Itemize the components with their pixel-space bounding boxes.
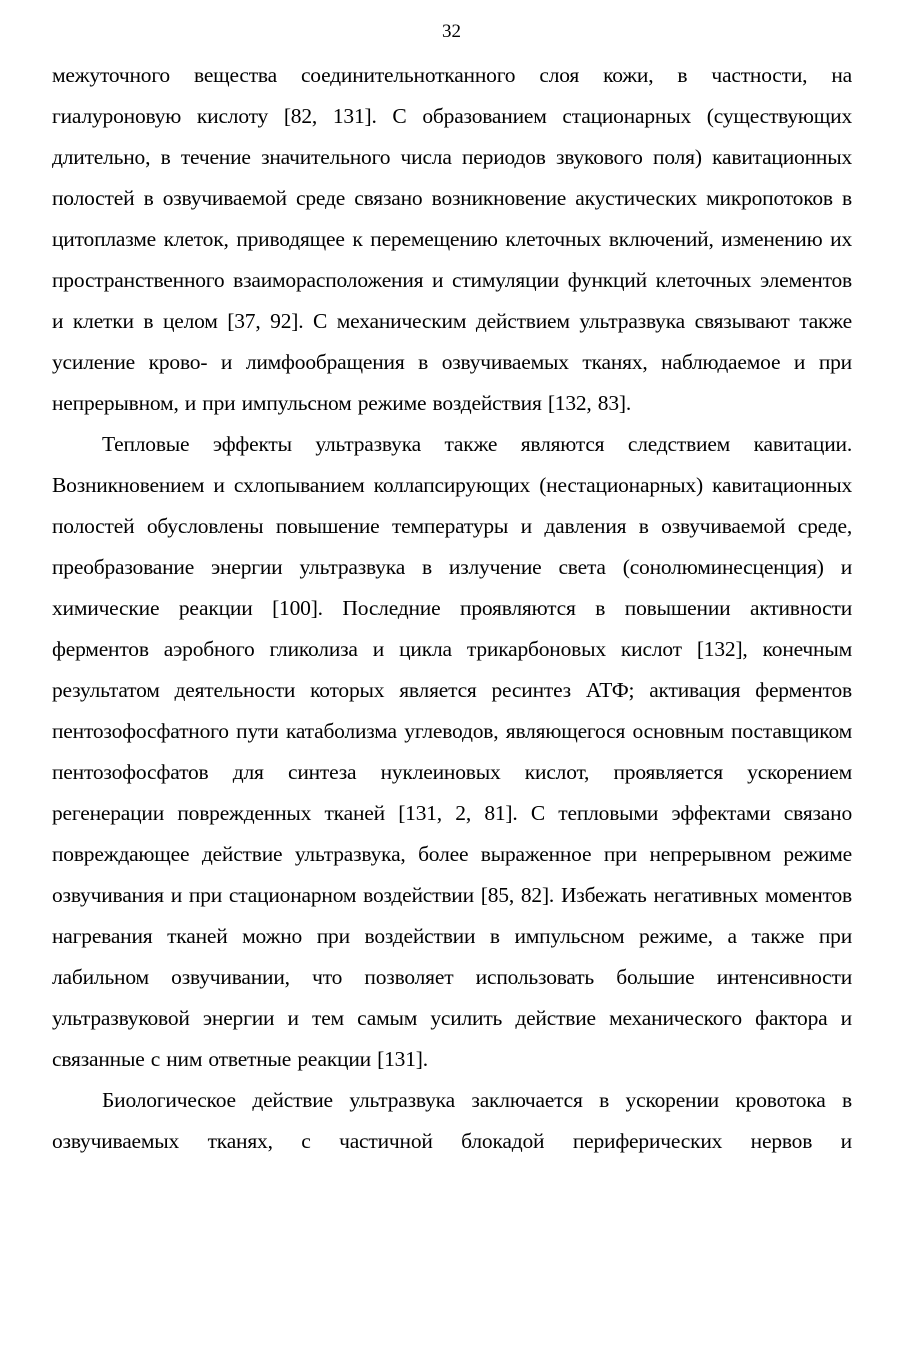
text-body <box>52 55 852 1162</box>
paragraph-thermal-effects: Тепловые эффекты ультразвука также являются следствием кавитации. Возникновением и схлопыванием коллапсирующих (нестационарных) кавитационных полостей обусловлены повышение температуры и давления в озвучиваемой среде, преобразование энергии ультразвука в излучение света (сонолюминесценция) и химические реакции [100]. Последние проявляются в повышении активности ферментов аэробного гликолиза и цикла трикарбоновых кислот [132], конечным результатом деятельности которых является ресинтез АТФ; активация ферментов пентозофосфатного пути катаболизма углеводов, являющегося основным поставщиком пентозофосфатов для синтеза нуклеиновых кислот, проявляется ускорением регенерации поврежденных тканей [131, 2, 81]. С тепловыми эффектами связано повреждающее действие ультразвука, более выраженное при непрерывном режиме озвучивания и при стационарном воздействии [85, 82]. Избежать негативных моментов нагревания тканей можно при воздействии в импульсном режиме, а также при лабильном озвучивании, что позволяет использовать большие интенсивности ультразвуковой энергии и тем самым усилить действие механического фактора и связанные с ним ответные реакции [131]. <box>52 432 852 1071</box>
paragraph-mechanical-effects: межуточного вещества соединительнотканного слоя кожи, в частности, на гиалуроновую кислоту [82, 131]. С образованием стационарных (существующих длительно, в течение значительного числа периодов звукового поля) кавитационных полостей в озвучиваемой среде связано возникновение акустических микропотоков в цитоплазме клеток, приводящее к перемещению клеточных включений, изменению их пространственного взаиморасположения и стимуляции функций клеточных элементов и клетки в целом [37, 92]. С механическим действием ультразвука связывают также усиление крово- и лимфообращения в озвучиваемых тканях, наблюдаемое и при непрерывном, и при импульсном режиме воздействия [132, 83]. <box>52 63 852 415</box>
page-number: 32 <box>442 21 461 42</box>
paragraph-biological-action: Биологическое действие ультразвука заключается в ускорении кровотока в озвучиваемых тканях, с частичной блокадой периферических нервов и <box>52 1088 852 1153</box>
